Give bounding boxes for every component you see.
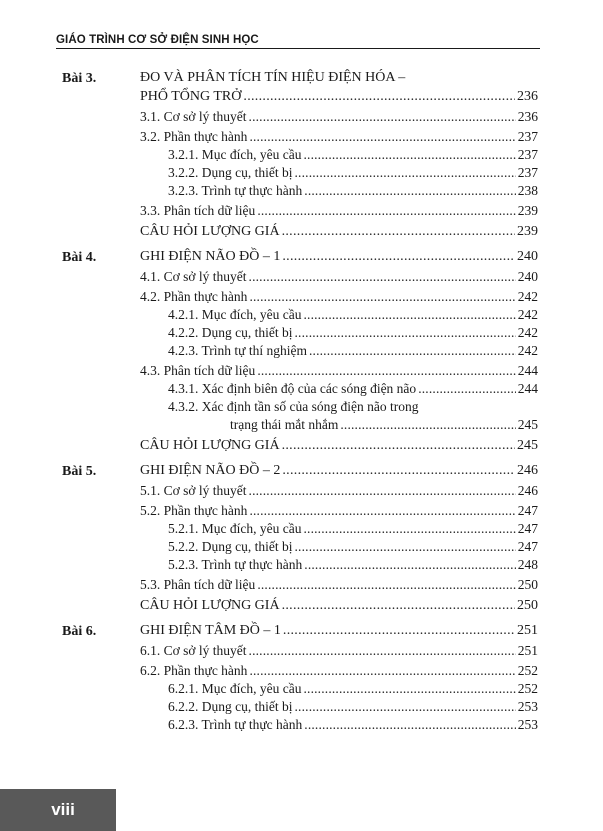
page-number: 252 (517, 663, 538, 678)
page-number: 237 (517, 147, 538, 162)
page-number: 238 (517, 183, 538, 198)
chapter-label: Bài 6. (62, 624, 97, 639)
toc-entry[interactable] (140, 268, 538, 286)
entry-text: 3.2.2. Dụng cụ, thiết bị (168, 165, 293, 180)
toc-entry[interactable] (140, 642, 538, 660)
page-number: 250 (517, 598, 538, 613)
dot-leader (418, 380, 516, 398)
toc-entry[interactable] (140, 380, 538, 398)
dot-leader (257, 202, 515, 220)
folio-page-number: viii (51, 800, 75, 819)
entry-text: 5.2.1. Mục đích, yêu cầu (168, 521, 302, 536)
page-number: 251 (517, 643, 538, 658)
page-number: 246 (517, 483, 538, 498)
chapter-title: GHI ĐIỆN NÃO ĐỒ – 2 (140, 463, 281, 478)
page-number: 247 (517, 539, 538, 554)
dot-leader (249, 128, 515, 146)
page-number: 242 (517, 289, 538, 304)
toc-entry[interactable] (140, 342, 538, 360)
page-number: 244 (517, 381, 538, 396)
dot-leader (282, 597, 515, 615)
entry-text: 5.3. Phân tích dữ liệu (140, 577, 256, 592)
dot-leader (282, 223, 515, 241)
toc-entry[interactable] (140, 597, 538, 615)
toc-chapter-6 (62, 621, 538, 734)
chapter-label: Bài 3. (62, 71, 97, 86)
dot-leader (249, 662, 515, 680)
entry-text: 3.2.3. Trình tự thực hành (168, 183, 303, 198)
page-number: 237 (517, 129, 538, 144)
entry-text: 4.3.2. Xác định tần số của sóng điện não trong (168, 399, 419, 414)
page-number: 250 (517, 577, 538, 592)
page-number: 245 (517, 438, 538, 453)
page-number: 253 (517, 717, 538, 732)
toc-entry[interactable] (140, 502, 538, 520)
entry-text: 5.2.3. Trình tự thực hành (168, 557, 303, 572)
toc-entry[interactable] (140, 202, 538, 220)
toc-entry[interactable] (140, 324, 538, 342)
dot-leader (303, 306, 515, 324)
dot-leader (249, 108, 516, 126)
page-number: 242 (517, 325, 538, 340)
chapter-label: Bài 4. (62, 250, 97, 265)
page-number: 242 (517, 343, 538, 358)
chapter-title: GHI ĐIỆN TÂM ĐỒ – 1 (140, 623, 281, 638)
dot-leader (282, 461, 515, 480)
dot-leader (304, 556, 515, 574)
page-number: 242 (517, 307, 538, 322)
page-number: 251 (517, 623, 538, 638)
toc-entry[interactable] (140, 698, 538, 716)
toc-entry[interactable] (140, 362, 538, 380)
page-number: 240 (517, 269, 538, 284)
dot-leader (295, 698, 516, 716)
entry-text: 5.1. Cơ sở lý thuyết (140, 483, 247, 498)
page-number: 248 (517, 557, 538, 572)
dot-leader (295, 164, 516, 182)
entry-text: 5.2.2. Dụng cụ, thiết bị (168, 539, 293, 554)
toc-entry[interactable] (140, 520, 538, 538)
page-number: 237 (517, 165, 538, 180)
chapter-title-line1: ĐO VÀ PHÂN TÍCH TÍN HIỆU ĐIỆN HÓA – (140, 70, 406, 85)
toc-chapter-4 (62, 247, 538, 455)
toc-entry[interactable] (140, 716, 538, 734)
entry-text: 4.3. Phân tích dữ liệu (140, 363, 256, 378)
page-number: 239 (517, 203, 538, 218)
dot-leader (295, 538, 516, 556)
chapter-label: Bài 5. (62, 464, 97, 479)
toc-entry[interactable] (140, 164, 538, 182)
toc-entry[interactable] (140, 182, 538, 200)
entry-text: 4.2.1. Mục đích, yêu cầu (168, 307, 302, 322)
toc-chapter-3 (62, 68, 538, 241)
toc-entry[interactable] (140, 556, 538, 574)
toc-entry[interactable] (140, 662, 538, 680)
entry-text: 4.2.2. Dụng cụ, thiết bị (168, 325, 293, 340)
toc-chapter-5 (62, 461, 538, 615)
page-number: 236 (517, 109, 538, 124)
dot-leader (340, 416, 515, 434)
dot-leader (295, 324, 516, 342)
toc-entry[interactable] (140, 146, 538, 164)
chapter-title-entry[interactable] (140, 461, 538, 480)
entry-text: 6.2.1. Mục đích, yêu cầu (168, 681, 302, 696)
dot-leader (249, 502, 515, 520)
entry-text: 4.1. Cơ sở lý thuyết (140, 269, 247, 284)
entry-text: CÂU HỎI LƯỢNG GIÁ (140, 224, 280, 239)
toc-entry[interactable] (140, 108, 538, 126)
toc-entry[interactable] (140, 437, 538, 455)
dot-leader (243, 87, 515, 106)
page-number: 252 (517, 681, 538, 696)
toc-entry-multiline[interactable] (140, 398, 538, 434)
toc-entry[interactable] (140, 306, 538, 324)
chapter-title-line2: PHỔ TỔNG TRỞ (140, 89, 242, 104)
toc-entry[interactable] (140, 128, 538, 146)
page-number: 247 (517, 521, 538, 536)
entry-text: 6.2. Phần thực hành (140, 663, 248, 678)
page-number: 253 (517, 699, 538, 714)
entry-text-line2: trạng thái mắt nhắm (230, 417, 339, 432)
header-rule (56, 48, 540, 49)
dot-leader (283, 621, 515, 640)
toc-entry[interactable] (140, 538, 538, 556)
entry-text: 6.2.3. Trình tự thực hành (168, 717, 303, 732)
dot-leader (249, 268, 516, 286)
toc-entry[interactable] (140, 680, 538, 698)
entry-text: CÂU HỎI LƯỢNG GIÁ (140, 598, 280, 613)
chapter-title: GHI ĐIỆN NÃO ĐỒ – 1 (140, 249, 281, 264)
dot-leader (304, 182, 515, 200)
toc-entry[interactable] (140, 482, 538, 500)
entry-text: 4.2. Phần thực hành (140, 289, 248, 304)
dot-leader (249, 642, 516, 660)
entry-text: 4.3.1. Xác định biên độ của các sóng điện não (168, 381, 417, 396)
toc-entry[interactable] (140, 223, 538, 241)
entry-text: 6.2.2. Dụng cụ, thiết bị (168, 699, 293, 714)
page-number: 236 (517, 89, 538, 104)
page-number: 247 (517, 503, 538, 518)
chapter-title-entry[interactable] (140, 621, 538, 640)
entry-text: 5.2. Phần thực hành (140, 503, 248, 518)
dot-leader (257, 362, 515, 380)
entry-text: 4.2.3. Trình tự thí nghiệm (168, 343, 307, 358)
entry-text: 3.3. Phân tích dữ liệu (140, 203, 256, 218)
toc-entry[interactable] (140, 576, 538, 594)
page-number-box (0, 789, 116, 831)
entry-text: CÂU HỎI LƯỢNG GIÁ (140, 438, 280, 453)
running-header: GIÁO TRÌNH CƠ SỞ ĐIỆN SINH HỌC (56, 34, 259, 46)
chapter-title-entry[interactable] (140, 87, 538, 106)
page-number: 244 (517, 363, 538, 378)
page-number: 245 (517, 417, 538, 432)
dot-leader (309, 342, 516, 360)
entry-text: 6.1. Cơ sở lý thuyết (140, 643, 247, 658)
dot-leader (257, 576, 515, 594)
toc-entry-continuation (168, 416, 538, 434)
dot-leader (249, 288, 515, 306)
dot-leader (303, 520, 515, 538)
entry-text: 3.2. Phần thực hành (140, 129, 248, 144)
dot-leader (282, 437, 515, 455)
dot-leader (303, 146, 515, 164)
chapter-title-entry[interactable] (140, 247, 538, 266)
page-number: 246 (517, 463, 538, 478)
table-of-contents (62, 68, 538, 740)
dot-leader (249, 482, 516, 500)
entry-text: 3.2.1. Mục đích, yêu cầu (168, 147, 302, 162)
page-number: 239 (517, 224, 538, 239)
page-number: 240 (517, 249, 538, 264)
entry-text: 3.1. Cơ sở lý thuyết (140, 109, 247, 124)
toc-entry[interactable] (140, 288, 538, 306)
dot-leader (304, 716, 515, 734)
dot-leader (282, 247, 515, 266)
dot-leader (303, 680, 515, 698)
